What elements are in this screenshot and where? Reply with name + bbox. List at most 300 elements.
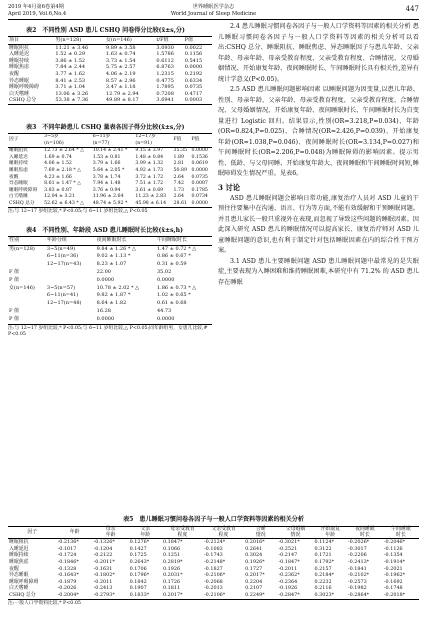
table-cell: 0.3024 <box>245 552 263 559</box>
table-cell: 0.0000 <box>156 316 212 324</box>
table-cell <box>46 277 96 285</box>
table-cell: 7.69 ± 2.18 * △ <box>44 167 81 173</box>
section-3-heading: 3 讨论 <box>218 182 240 192</box>
table-cell: 3.47 ± 1.18 <box>105 84 136 91</box>
table-cell: 0.7208 <box>156 90 174 97</box>
table-cell: 0.2016* <box>245 539 265 546</box>
table4-caption: 表4 不同性别、年龄段 ASD 患儿睡眠时长比较(x̄±s,h) <box>26 226 183 234</box>
table-cell: 7.94 ± 1.48 <box>92 181 121 187</box>
table-cell: 3.86 ± 1.52 <box>55 57 86 64</box>
table2-body <box>8 44 212 104</box>
row-label: CSHQ 总分 <box>8 201 43 208</box>
table-cell: 0.4775 <box>156 77 174 84</box>
table-cell: 0.3023* <box>313 592 346 599</box>
table-cell: 7.42 <box>173 181 184 187</box>
table-cell: 3.76 ± 0.94 <box>92 187 121 193</box>
table-row <box>8 539 419 546</box>
table-cell: -0.2364 <box>278 578 298 585</box>
table-cell: -0.2124* <box>204 539 226 546</box>
table-cell: -0.2026* <box>347 539 370 546</box>
table-cell: 3.79 ± 1.66 <box>92 161 121 167</box>
row-label: 白天嗜睡 <box>9 90 30 97</box>
table-cell: 3.61 ± 0.69 <box>135 187 164 193</box>
row-label: 夜醒 <box>9 70 20 77</box>
table-cell: 0.1727 <box>245 565 263 572</box>
table-cell: 0.2116 <box>314 585 332 592</box>
table3 <box>8 133 212 209</box>
row-label: 白天嗜睡 <box>9 585 29 592</box>
column-header: P值 <box>184 37 212 45</box>
table-cell: 0.0022 <box>184 44 203 51</box>
row-label: 睡眠呼吸障碍 <box>9 187 38 193</box>
table-cell: 0.2031* <box>163 572 183 579</box>
table-cell: 1.47 ± 0.72 * △ <box>156 245 197 252</box>
table-row <box>8 559 419 566</box>
table-cell: -0.2068 <box>204 578 223 585</box>
table-cell: 3.72 ± 1.72 <box>135 174 164 180</box>
table-cell: -0.1841 <box>347 565 367 572</box>
table-cell: 0.31 ± 0.59 <box>156 261 187 268</box>
table-cell: 0.0000 <box>191 201 212 208</box>
table-cell: 0.1706 <box>129 565 147 572</box>
row-label <box>8 292 46 300</box>
table-cell: 52.62 ± 6.43 * △ <box>43 201 92 208</box>
table-cell: 13.06 ± 3.26 <box>55 90 89 97</box>
table-cell: -0.2847* <box>277 592 313 599</box>
table-cell: 16.28 <box>96 308 111 315</box>
table-cell: 0.2204 <box>245 578 263 585</box>
table-cell: 9.84 ± 1.26 * △ <box>96 245 136 252</box>
table-cell: 0.1536 <box>191 154 208 160</box>
row-label: 异态睡眠 <box>9 572 29 579</box>
table-cell: 8.23 ± 1.07 <box>96 261 127 268</box>
table-cell: 0.0000 <box>191 167 208 173</box>
table-cell: -0.1879 <box>57 578 77 585</box>
table-cell: 0.1833* <box>129 592 162 599</box>
table-cell: 22.00 <box>96 269 111 276</box>
column-header: 年龄分组 <box>46 236 96 245</box>
table-cell: 1.63 ± 0.74 <box>105 51 136 58</box>
table4-note: 注:与 12~17 岁组比较,* P<0.05;与 6~11 岁组比较,△ P<0.05;同年龄组男、女患儿比较,# P<0.05 <box>8 325 208 338</box>
table-cell: 0.1276* <box>129 539 150 546</box>
table-cell: 0.3122 <box>314 545 332 552</box>
table-row <box>8 91 212 98</box>
table-cell: -0.2413 <box>93 585 113 592</box>
table-row <box>8 194 212 201</box>
row-label: 睡眠阻抗 <box>9 539 29 546</box>
table-cell: -0.2046* <box>383 539 406 546</box>
table-cell: -0.2793* <box>93 592 129 599</box>
column-header: 因子 <box>8 133 43 147</box>
table-cell: 4.92 ± 1.73 <box>135 167 164 173</box>
column-header: 12~17岁 (n=91) <box>134 133 172 147</box>
section-2-4: 2.4 患儿睡眠习惯问卷各因子与一般人口学资料等因素的相关分析 患儿睡眠习惯问卷各因子与一般人口学资料等因素的相关分析可以看出:CSHQ 总分、睡眠阻抗、睡眠焦虑、异态睡眠因子与患儿年龄、父亲年龄、母亲年龄、母亲受教育程度、父亲受教育程度、合睡情况、父母婚姻情况、开始康复年龄、夜间睡眠时长、午间睡眠时长具有相关性,差异有统计学意义(P<0.05)。 <box>218 23 419 83</box>
column-header: 女(n=146) <box>105 37 156 45</box>
row-label: CSHQ 总分 <box>8 97 54 104</box>
table-cell: 12.73 ± 2.64 * △ <box>44 148 84 154</box>
table-cell: -0.2206 <box>347 552 367 559</box>
table-cell: 12.79 ± 2.94 <box>105 90 139 97</box>
table-cell: 49.89 ± 8.17 <box>105 97 156 104</box>
row-label: 入睡延迟 <box>9 51 30 58</box>
table-cell: 0.5415 <box>184 57 203 64</box>
table-cell: -0.2021 <box>383 565 403 572</box>
table-cell: 1.73 <box>173 187 184 193</box>
row-label: CSHQ 总分 <box>8 592 57 599</box>
table-cell: -0.1126 <box>383 545 403 552</box>
table-cell: 0.61 ± 0.68 <box>156 300 187 307</box>
column-header: 夜间睡眠时长 <box>96 236 156 245</box>
column-header: F值 <box>173 133 191 147</box>
table-row <box>8 546 419 553</box>
table-cell: 10.14 ± 2.41 * <box>92 148 128 154</box>
table-cell: 8.41 ± 2.53 <box>55 77 86 84</box>
table-cell: 12~17(n=48) <box>46 300 82 307</box>
row-label: 异态睡眠 <box>9 181 28 187</box>
table-cell: 0.1792* <box>314 558 335 565</box>
column-header: 父母婚姻 情况 <box>277 527 313 539</box>
table-cell: 6.8763 <box>156 64 174 71</box>
table-cell: 1.5786 <box>156 51 174 58</box>
table-cell: 35.02 <box>156 269 172 276</box>
table-cell: 48.74 ± 5.92 * <box>92 201 135 208</box>
table-cell: -0.1724 <box>57 552 77 559</box>
table-cell: -0.1692 <box>383 578 403 585</box>
table-cell: -0.3017 <box>347 545 367 552</box>
table-cell: -0.1914* <box>383 558 406 565</box>
row-label: 睡眠持续 <box>9 552 29 559</box>
table2-caption: 表2 不同性别 ASD 患儿 CSHQ 问卷得分比较(x̄±s,分) <box>26 27 185 34</box>
table-cell: -0.2521 <box>278 545 298 552</box>
table-cell: 0.0000 <box>156 276 175 283</box>
table-cell: -0.2148* <box>204 558 226 565</box>
column-header: 合睡 情况 <box>244 527 277 539</box>
table-cell: 6~11(n=41) <box>46 292 79 299</box>
table-cell: -0.2147 <box>278 552 298 559</box>
table-cell: 5.64 ± 2.05 * <box>92 167 125 173</box>
row-label: 睡眠焦虑 <box>9 167 28 173</box>
column-header: 因子 <box>8 527 57 539</box>
table-cell: 5.75 ± 2.57 <box>105 64 136 71</box>
table-cell: 0.4717 <box>184 90 203 97</box>
table-cell: 0.6112 <box>156 57 174 64</box>
table-cell: -0.1326* <box>93 539 115 546</box>
table-cell: 0.6334 <box>184 77 203 84</box>
row-label: 睡眠呼吸障碍 <box>9 578 39 585</box>
table-row <box>8 308 212 316</box>
table-cell: -0.1354 <box>383 552 403 559</box>
table-cell: 0.1926* <box>245 558 265 565</box>
table-cell: -0.1083 <box>204 545 223 552</box>
table-cell: 3.78 ± 1.74 <box>92 174 121 180</box>
table5 <box>8 526 419 600</box>
table-cell: 0.0734 <box>191 194 208 200</box>
table-cell: 0.1785 <box>191 187 208 193</box>
table-row <box>8 300 212 308</box>
table-cell: 0.2249* <box>244 592 277 599</box>
table-cell: 0.0000 <box>184 64 203 71</box>
table-cell: 0.2192 <box>184 70 203 77</box>
table-cell: 1.02 ± 0.65 * <box>156 292 191 299</box>
row-label: 睡眠阻抗 <box>9 148 28 154</box>
table-cell: -0.2413* <box>347 558 370 565</box>
table-row <box>8 585 419 592</box>
table-cell: -0.1962* <box>383 572 406 579</box>
row-label: 女(n=146) <box>9 284 35 291</box>
table5-caption: 表5 患儿睡眠习惯问卷各因子与一般人口学资料等因素的相关分析 <box>123 516 304 523</box>
table3-caption: 表3 不同年龄患儿 CSHQ 量表各因子得分比较(x̄±s,分) <box>26 123 185 131</box>
section-3-1: 3.1 ASD 患儿主要睡眠问题 ASD 患儿睡眠问题中最常见的是失眠症,主要表现为入睡困难和维持睡眠困难,本研究中有 71.2% 的 ASD 患儿存在睡眠 <box>218 257 419 286</box>
table-cell: 9.89 ± 3.58 <box>105 44 136 51</box>
table-cell: 0.1156 <box>184 51 203 58</box>
row-label: 白天嗜睡 <box>9 194 28 200</box>
column-header: 母亲受教育 程度 <box>162 527 203 539</box>
row-label: F 值 <box>9 269 20 276</box>
table-cell: 0.2641 <box>245 545 263 552</box>
table-cell: -0.3021* <box>278 539 300 546</box>
table-cell: -0.1204 <box>93 545 113 552</box>
table-cell: 0.1726 <box>163 578 181 585</box>
row-label: 睡眠呼吸障碍 <box>9 84 40 91</box>
table-row <box>8 592 419 599</box>
table-cell: 0.1811 <box>163 585 181 592</box>
section-2-5: 2.5 ASD 患儿睡眠问题影响因素 以睡眠问题为因变量,以患儿年龄、性别、母亲年龄、父亲年龄、母亲受教育程度、父亲受教育程度、合睡情况、父母婚姻情况、开始康复年龄、夜间睡眠时长、午间睡眠时长为自变量进行 Logistic 回归。结果显示,性别(OR=3.218,P=0.034)、年龄(OR=0.824,P=0.025)、合睡情况(OR=2.426,P=0.039)、开始康复年龄(OR=1.038,P=0.046)、夜间睡眠时长(OR=3.134,P=0.027)和午间睡眠时长(OR=2.206,P=0.048)为睡眠障碍的影响因素。提示男性、低龄、与父母同睡、开始康复年龄大、夜间睡眠和午间睡眠时间短,睡眠障碍发生情况严重。见表6。 <box>218 86 419 177</box>
table-cell: 0.1796* <box>129 572 150 579</box>
table-cell: 0.1842 <box>129 578 147 585</box>
table-cell: 53.38 ± 7.36 <box>54 97 105 104</box>
table-cell: 9.15 ± 3.97 <box>135 148 164 154</box>
table-cell: -0.2004* <box>57 592 93 599</box>
table-row <box>8 269 212 277</box>
table-cell: 3.99 ± 1.32 <box>135 161 164 167</box>
table-row <box>8 277 212 285</box>
table4 <box>8 236 212 325</box>
table-cell: 6~11(n=36) <box>46 253 79 260</box>
table-cell: 2.64 <box>173 174 184 180</box>
table-cell: -0.2106* <box>203 592 244 599</box>
table-cell: -0.1926 <box>278 585 298 592</box>
table-row <box>8 292 212 300</box>
table-cell: 0.0619 <box>191 161 208 167</box>
table-cell: 0.0735 <box>191 174 208 180</box>
table-row <box>8 552 419 559</box>
header-rule <box>8 19 419 20</box>
table-cell: -0.1982 <box>347 585 367 592</box>
table-cell: 12.04 ± 3.21 <box>44 194 75 200</box>
table-cell: 4.06 ± 1.52 <box>44 161 72 167</box>
table-cell: 1.69 ± 0.74 <box>44 154 72 160</box>
table-cell: -0.1847* <box>278 558 300 565</box>
table4-header <box>8 236 212 245</box>
row-label: 异态睡眠 <box>9 77 30 84</box>
table-cell: 35.35 <box>173 148 187 154</box>
table-cell: 11.21 ± 3.46 <box>55 44 89 51</box>
column-header: 母亲 年龄 <box>93 527 129 539</box>
table-cell <box>46 308 96 316</box>
table5-body <box>8 539 419 599</box>
right-column <box>218 22 419 288</box>
table-row <box>8 64 212 71</box>
page-number: 447 <box>405 5 419 13</box>
table-cell: -0.2864* <box>347 592 383 599</box>
table-cell: 3~5(n=57) <box>46 284 76 291</box>
row-label: 夜醒 <box>9 174 19 180</box>
table-cell: -0.2011 <box>93 578 113 585</box>
table5-note: 注:一般人口学资料比较,* P<0.05 <box>8 600 81 606</box>
table-cell: 0.0003 <box>184 97 212 104</box>
table-cell: -0.2013 <box>204 585 223 592</box>
table-cell: 3.73 ± 1.54 <box>105 57 136 64</box>
table-cell: 0.0000 <box>96 276 115 283</box>
table-cell: -0.2106* <box>204 572 226 579</box>
table-cell: 0.2643* <box>129 558 150 565</box>
journal-issue: 2019 年4月第6卷第4期 April 2019, Vol.6,No.4 <box>8 4 67 17</box>
table-cell: 1.89 <box>173 154 184 160</box>
table-cell: 0.2017* <box>245 572 265 579</box>
table-cell: 3.83 ± 0.87 <box>44 187 72 193</box>
table4-body <box>8 245 212 324</box>
table-cell: 3~5(n=49) <box>46 245 76 252</box>
table-cell: 3.71 ± 1.04 <box>55 84 86 91</box>
row-label <box>8 300 46 308</box>
table-cell: -0.1743 <box>204 552 223 559</box>
column-header: 6~11岁 (n=77) <box>92 133 135 147</box>
row-label: 男(n=128) <box>9 245 35 252</box>
discussion-paragraph: ASD 患儿睡眠问题会影响日常功能,康复治疗人员对 ASD 儿童的干预往往要集中在沟通、语言、行为等方面,不能有效缓解和干预睡眠问题。并且患儿家长一般只重视外在表现,而忽视了导致这些问题的睡眠因素。因此深入研究 ASD 患儿的睡眠情况可以提高家长、康复治疗师对 ASD 儿童睡眠问题的意识,也有利于制定针对包括睡眠因素在内的综合性干预方案。 <box>218 194 419 254</box>
table-cell: 0.0000 <box>96 316 156 324</box>
table-cell: 0.0735 <box>184 84 203 91</box>
table-row <box>8 44 212 51</box>
table-row <box>8 51 212 58</box>
table-cell <box>46 269 96 277</box>
table-cell: 0.2107 <box>245 585 263 592</box>
table-cell: -0.2362* <box>278 572 300 579</box>
table-row <box>8 201 212 208</box>
table5-block <box>8 514 419 607</box>
table-cell: 0.1124* <box>314 539 335 546</box>
table-row <box>8 168 212 175</box>
table-cell: 3.0930 <box>156 44 174 51</box>
table-cell: 0.2017* <box>162 592 203 599</box>
table-cell: -0.2136* <box>57 539 79 546</box>
table-cell: 1.53 ± 0.81 <box>92 154 121 160</box>
table-row <box>8 285 212 293</box>
table-cell: 8.57 ± 2.96 <box>105 77 136 84</box>
column-header: 性别 <box>8 236 46 245</box>
table-row <box>8 71 212 78</box>
journal-title: 世界睡眠医学杂志 World Journal of Sleep Medicine <box>170 4 257 17</box>
table-cell: 0.2232 <box>314 578 332 585</box>
table-cell: 2.81 <box>173 161 184 167</box>
table3-header <box>8 133 212 147</box>
column-header: P值 <box>191 133 212 147</box>
column-header: 年龄 <box>57 527 93 539</box>
table-cell: 3.77 ± 1.62 <box>55 70 86 77</box>
column-header: 午间睡眠 时长 <box>383 527 419 539</box>
table-row <box>8 97 212 104</box>
table-cell: -0.2122 <box>93 552 113 559</box>
table5-header <box>8 527 419 539</box>
table-cell: 0.1066 <box>163 545 181 552</box>
row-label: 睡眠焦虑 <box>9 64 30 71</box>
table-cell: -0.2011* <box>93 558 115 565</box>
table-row <box>8 566 419 573</box>
row-label: 夜醒 <box>9 565 19 572</box>
table-row <box>8 245 212 253</box>
table-cell: -0.1017 <box>57 545 77 552</box>
table-cell: -0.2026 <box>57 585 77 592</box>
table-cell: 4.23 ± 1.66 <box>44 174 72 180</box>
table-cell: 0.1427 <box>129 545 147 552</box>
table-row <box>8 572 419 579</box>
table-cell: 11.23 ± 2.83 <box>135 194 167 200</box>
table-cell: 1.52 ± 0.29 <box>55 51 86 58</box>
table-row <box>8 181 212 188</box>
table-cell: 0.1847* <box>163 539 183 546</box>
row-label: 入睡延迟 <box>9 545 29 552</box>
table-cell: 10.78 ± 2.02 * △ <box>96 284 139 291</box>
table-cell: 1.7895 <box>156 84 174 91</box>
row-label: 入睡延迟 <box>9 154 28 160</box>
table-cell: 7.84 ± 2.44 <box>55 64 86 71</box>
column-header: 开始康复 年龄 <box>313 527 346 539</box>
table-cell: 8.61 ± 1.47 * △ <box>44 181 81 187</box>
table-cell: 9.82 ± 1.87 * <box>96 292 131 299</box>
row-label: P 值 <box>8 316 46 324</box>
table-row <box>8 58 212 65</box>
row-label <box>8 253 46 261</box>
column-header: 男(n=128) <box>54 37 105 45</box>
left-column <box>8 22 212 338</box>
table-cell: 50.89 <box>173 167 187 173</box>
table-cell: 4.06 ± 2.19 <box>105 70 136 77</box>
table-cell: -0.1748 <box>383 585 403 592</box>
table2-header <box>8 37 212 45</box>
table-cell: -0.1328 <box>57 565 77 572</box>
table-row <box>8 161 212 168</box>
row-label: 睡眠持续 <box>9 57 30 64</box>
table-cell: 0.86 ± 0.67 * <box>156 253 191 260</box>
table-cell: 8.64 ± 1.82 <box>96 300 127 307</box>
table-cell: -0.1631 <box>93 565 113 572</box>
table-cell: 0.1907 <box>129 585 147 592</box>
table-cell: 44.73 <box>156 308 172 315</box>
table-cell: -0.1802* <box>93 572 115 579</box>
table-row <box>8 84 212 91</box>
table-cell: 0.2184* <box>314 572 335 579</box>
table-cell: 0.1725 <box>129 552 147 559</box>
table-cell: 28.61 <box>173 201 191 208</box>
table-cell: -0.2102* <box>347 572 370 579</box>
table-cell: 9.02 ± 1.13 * <box>96 253 131 260</box>
column-header: 午间睡眠时长 <box>156 236 212 245</box>
table-cell: 3.6941 <box>155 97 183 104</box>
table-row <box>8 579 419 586</box>
column-header: 夜间睡眠 时长 <box>347 527 383 539</box>
table-cell: 12~17(n=43) <box>46 261 82 268</box>
table-cell: -0.1827 <box>204 565 223 572</box>
table3-note: 注:与 12~17 岁组比较,* P<0.05;与 6~11 岁组比较,△ P<0.05 <box>8 209 148 215</box>
table-cell: 0.1926 <box>163 565 181 572</box>
column-header: 项目 <box>8 37 54 45</box>
table-cell: 1.86 ± 0.73 * △ <box>156 284 197 291</box>
table-cell: 45.98 ± 6.14 <box>134 201 172 208</box>
table2 <box>8 36 212 105</box>
column-header: 3~5岁 (n=106) <box>43 133 92 147</box>
table-cell: 2.64 <box>173 194 184 200</box>
table-row <box>8 316 212 324</box>
table-cell: 0.0000 <box>191 148 208 154</box>
